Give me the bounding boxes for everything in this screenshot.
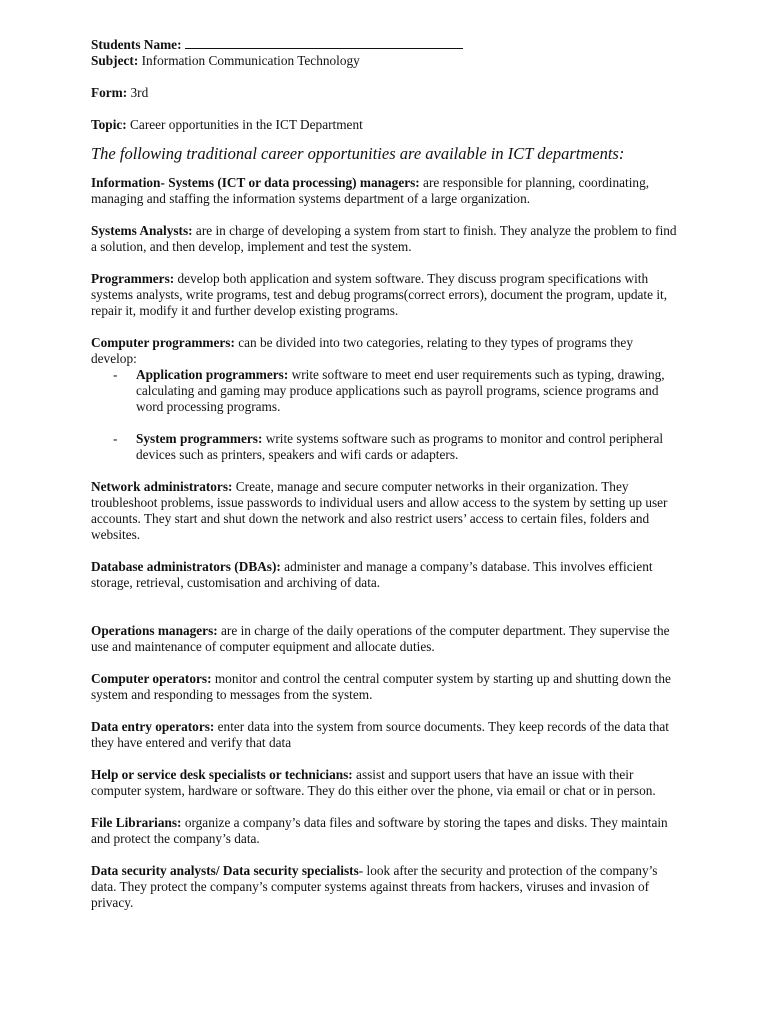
section-term: Network administrators: xyxy=(91,479,233,494)
section-data-entry-operators xyxy=(91,719,681,751)
student-name-blank xyxy=(185,37,463,49)
topic-line xyxy=(91,117,681,133)
list-dash: - xyxy=(113,431,118,446)
subitem-term: System programmers: xyxy=(136,431,263,446)
student-name-line xyxy=(91,37,681,53)
section-network-administrators xyxy=(91,479,681,543)
form-label: Form: xyxy=(91,85,128,100)
intro-heading: The following traditional career opportunities are available in ICT departments: xyxy=(91,144,625,163)
section-database-administrators xyxy=(91,559,681,591)
list-item-system-programmers xyxy=(91,431,681,463)
list-dash: - xyxy=(113,367,118,382)
section-text: are in charge of developing a system from start to finish. They analyze the problem to find a solution, and then develop, implement and test the system. xyxy=(91,223,677,254)
section-term: Operations managers: xyxy=(91,623,218,638)
student-name-label: Students Name: xyxy=(91,37,182,52)
section-systems-analysts xyxy=(91,223,681,255)
section-programmers xyxy=(91,271,681,319)
section-term: Systems Analysts: xyxy=(91,223,193,238)
subject-line xyxy=(91,53,681,69)
section-file-librarians xyxy=(91,815,681,847)
form-line xyxy=(91,85,681,101)
section-is-managers xyxy=(91,175,681,207)
form-value: 3rd xyxy=(130,85,149,100)
programmer-categories-list xyxy=(91,367,681,463)
section-computer-operators xyxy=(91,671,681,703)
section-text: Create, manage and secure computer networks in their organization. They troubleshoot problems, issue passwords to individual users and allow access to the system by setting up user accounts. They start and shut down the network and also restrict users’ access to certain files, folders and websites. xyxy=(91,479,668,542)
section-text: can be divided into two categories, relating to they types of programs they develop: xyxy=(91,335,633,366)
section-term: Computer programmers: xyxy=(91,335,235,350)
topic-label: Topic: xyxy=(91,117,127,132)
subitem-text: write systems software such as programs to monitor and control peripheral devices such as printers, speakers and wifi cards or adapters. xyxy=(136,431,664,462)
section-text: are in charge of the daily operations of the computer department. They supervise the use and maintenance of computer equipment and allocate duties. xyxy=(91,623,670,654)
section-text: - look after the security and protection of the company’s data. They protect the company’s computer systems against threats from hackers, viruses and invasion of privacy. xyxy=(91,863,658,910)
section-text: monitor and control the central computer system by starting up and shutting down the system and responding to messages from the system. xyxy=(91,671,671,702)
section-term: File Librarians: xyxy=(91,815,182,830)
section-text: are responsible for planning, coordinating, managing and staffing the information systems department of a large organization. xyxy=(91,175,650,206)
section-text: enter data into the system from source documents. They keep records of the data that they have entered and verify that data xyxy=(91,719,669,750)
document-body xyxy=(91,37,681,911)
section-text: develop both application and system software. They discuss program specifications with systems analysts, write programs, test and debug programs(correct errors), document the program, update it, repair it, modify it and further develop existing programs. xyxy=(91,271,668,318)
subject-label: Subject: xyxy=(91,53,139,68)
section-term: Database administrators (DBAs): xyxy=(91,559,281,574)
section-operations-managers xyxy=(91,623,681,655)
subitem-text: write software to meet end user requirements such as typing, drawing, calculating and gaming may produce applications such as payroll programs, science programs and word processing programs. xyxy=(136,367,665,414)
subject-value: Information Communication Technology xyxy=(141,53,360,68)
subitem-term: Application programmers: xyxy=(136,367,289,382)
section-term: Data entry operators: xyxy=(91,719,215,734)
list-item-application-programmers xyxy=(91,367,681,415)
section-text: administer and manage a company’s database. This involves efficient storage, retrieval, customisation and archiving of data. xyxy=(91,559,653,590)
topic-value: Career opportunities in the ICT Department xyxy=(130,117,363,132)
section-term: Computer operators: xyxy=(91,671,212,686)
section-computer-programmers xyxy=(91,335,681,367)
section-term: Information- Systems (ICT or data processing) managers: xyxy=(91,175,420,190)
section-term: Programmers: xyxy=(91,271,175,286)
section-text: assist and support users that have an issue with their computer system, hardware or software. They do this either over the phone, via email or chat or in person. xyxy=(91,767,656,798)
section-help-desk xyxy=(91,767,681,799)
section-data-security xyxy=(91,863,681,911)
section-term: Help or service desk specialists or technicians: xyxy=(91,767,353,782)
section-term: Data security analysts/ Data security specialists xyxy=(91,863,359,878)
section-text: organize a company’s data files and software by storing the tapes and disks. They maintain and protect the company’s data. xyxy=(91,815,668,846)
